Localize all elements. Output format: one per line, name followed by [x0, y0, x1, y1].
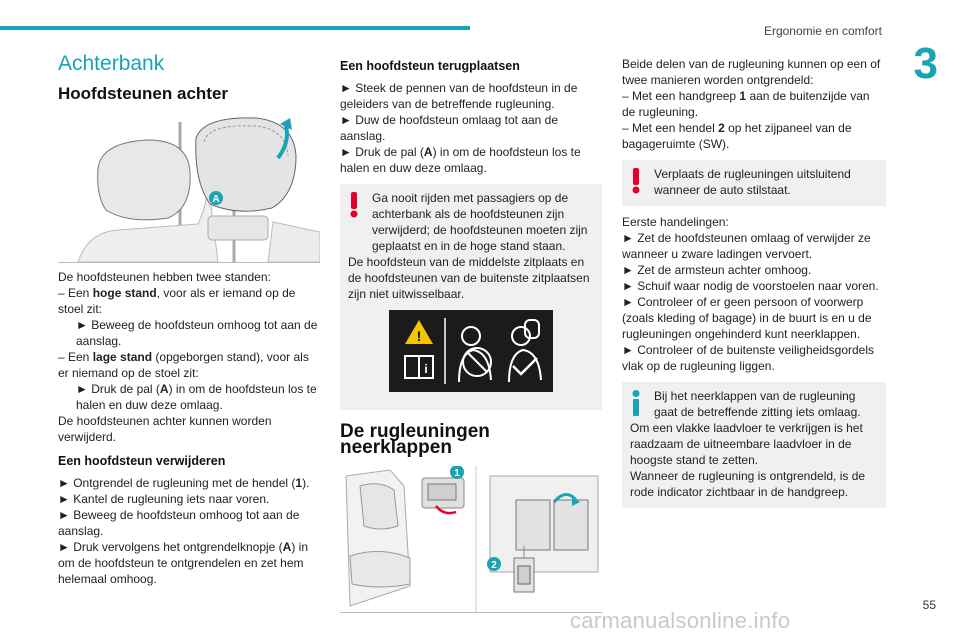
release-intro: Beide delen van de rugleuning kunnen op een of twee manieren worden ontgrendeld: [622, 57, 881, 87]
heading-remove-headrest: Een hoofdsteun verwijderen [58, 454, 226, 468]
safety-pictograms [389, 310, 553, 392]
position-low: – Een lage stand (opgeborgen stand), voor als er niemand op de stoel zit: [58, 350, 309, 380]
callout-label-2: 2 [491, 560, 497, 571]
heading-replace-headrest: Een hoofdsteun terugplaatsen [340, 59, 520, 73]
position-high: – Een hoge stand, voor als er iemand op de stoel zit: [58, 286, 296, 316]
remove-step-1: ► Ontgrendel de rugleuning met de hendel (1). [58, 476, 310, 490]
warning-stationary-text: Verplaats de rugleuningen uitsluitend wanneer de auto stilstaat. [654, 167, 851, 197]
positions-intro: De hoofdsteunen hebben twee standen: [58, 270, 271, 284]
first-step-1: ► Zet de hoofdsteunen omlaag of verwijder ze wanneer u zware ladingen vervoert. [622, 231, 871, 261]
warning-text-2: De hoofdsteun van de middelste zitplaats en de hoofdsteunen van de buitenste zitplaatsen zijn niet uitwisselbaar. [348, 255, 590, 301]
page-number: 55 [922, 598, 936, 612]
header-accent-bar [0, 26, 470, 30]
fold-drawing [340, 466, 602, 612]
warning-box-headrests [340, 184, 602, 410]
first-actions-heading: Eerste handelingen: [622, 215, 729, 229]
header-section-title: Ergonomie en comfort [763, 24, 882, 38]
remove-step-3: ► Beweeg de hoofdsteun omhoog tot aan de aanslag. [58, 508, 300, 538]
warning-exclamation-icon [632, 168, 640, 194]
callout-label-a: A [212, 194, 220, 205]
headrest-illustration [58, 112, 320, 263]
replace-step-3: ► Druk de pal (A) in om de hoofdsteun los te halen en duw deze omlaag. [340, 145, 581, 175]
warning-exclamation-icon [350, 192, 358, 218]
warning-box-stationary [622, 160, 886, 206]
passenger-headrest-ok-icon [512, 327, 530, 345]
replace-step-2: ► Duw de hoofdsteun omlaag tot aan de aanslag. [340, 113, 559, 143]
column-right [622, 56, 886, 516]
release-method-2: – Met een hendel 2 op het zijpaneel van de bagageruimte (SW). [622, 121, 852, 151]
removable-note: De hoofdsteunen achter kunnen worden verwijderd. [58, 414, 272, 444]
svg-text:i: i [424, 362, 428, 376]
callout-label-1: 1 [454, 468, 460, 479]
info-icon [632, 390, 640, 416]
info-text-1: Bij het neerklappen van de rugleuning gaat de betreffende zitting iets omlaag. [654, 389, 861, 419]
first-step-4: ► Controleer of er geen persoon of voorwerp (zoals kleding of bagage) in de buurt is en u de rugleuningen ongehinderd kunt neerklappen. [622, 295, 872, 341]
info-text-3: Wanneer de rugleuning is ontgrendeld, is de rode indicator zichtbaar in de handgreep. [630, 469, 866, 499]
position-high-step: ► Beweeg de hoofdsteun omhoog tot aan de aanslag. [76, 318, 318, 348]
safety-pictogram-strip [389, 310, 553, 392]
first-step-5: ► Controleer of de buitenste veiligheidsgordels vlak op de rugleuning liggen. [622, 343, 875, 373]
release-method-1: – Met een handgreep 1 aan de buitenzijde van de rugleuning. [622, 89, 870, 119]
remove-step-2: ► Kantel de rugleuning iets naar voren. [58, 492, 270, 506]
headrest-drawing [58, 112, 320, 262]
watermark: carmanualsonline.info [570, 608, 791, 633]
heading-rear-headrests: Hoofdsteunen achter [58, 84, 229, 103]
remove-step-4: ► Druk vervolgens het ontgrendelknopje (A) in om de hoofdsteun te ontgrendelen en zet hem helemaal omhoog. [58, 540, 309, 586]
position-low-step: ► Druk de pal (A) in om de hoofdsteun los te halen en duw deze omlaag. [76, 382, 317, 412]
first-step-3: ► Schuif waar nodig de voorstoelen naar voren. [622, 279, 879, 293]
warning-text-1: Ga nooit rijden met passagiers op de achterbank als de hoofdsteunen zijn verwijderd; de hoofdsteunen moeten zijn geplaatst en in de hoge stand staan. [372, 191, 588, 253]
info-text-2: Om een vlakke laadvloer te verkrijgen is het raadzaam de uitneembare laadvloer in de hoogste stand te zetten. [630, 421, 863, 467]
section-title: Achterbank [58, 52, 165, 75]
column-left [58, 52, 320, 587]
fold-illustrations [340, 466, 602, 613]
svg-text:!: ! [416, 328, 422, 344]
passenger-no-headrest-icon [462, 327, 480, 345]
first-step-2: ► Zet de armsteun achter omhoog. [622, 263, 812, 277]
heading-fold-backrests: De rugleuningen neerklappen [340, 421, 490, 458]
column-middle [340, 56, 602, 613]
chapter-number: 3 [913, 39, 938, 88]
info-box-folding [622, 382, 886, 508]
replace-step-1: ► Steek de pennen van de hoofdsteun in de geleiders van de betreffende rugleuning. [340, 81, 578, 111]
